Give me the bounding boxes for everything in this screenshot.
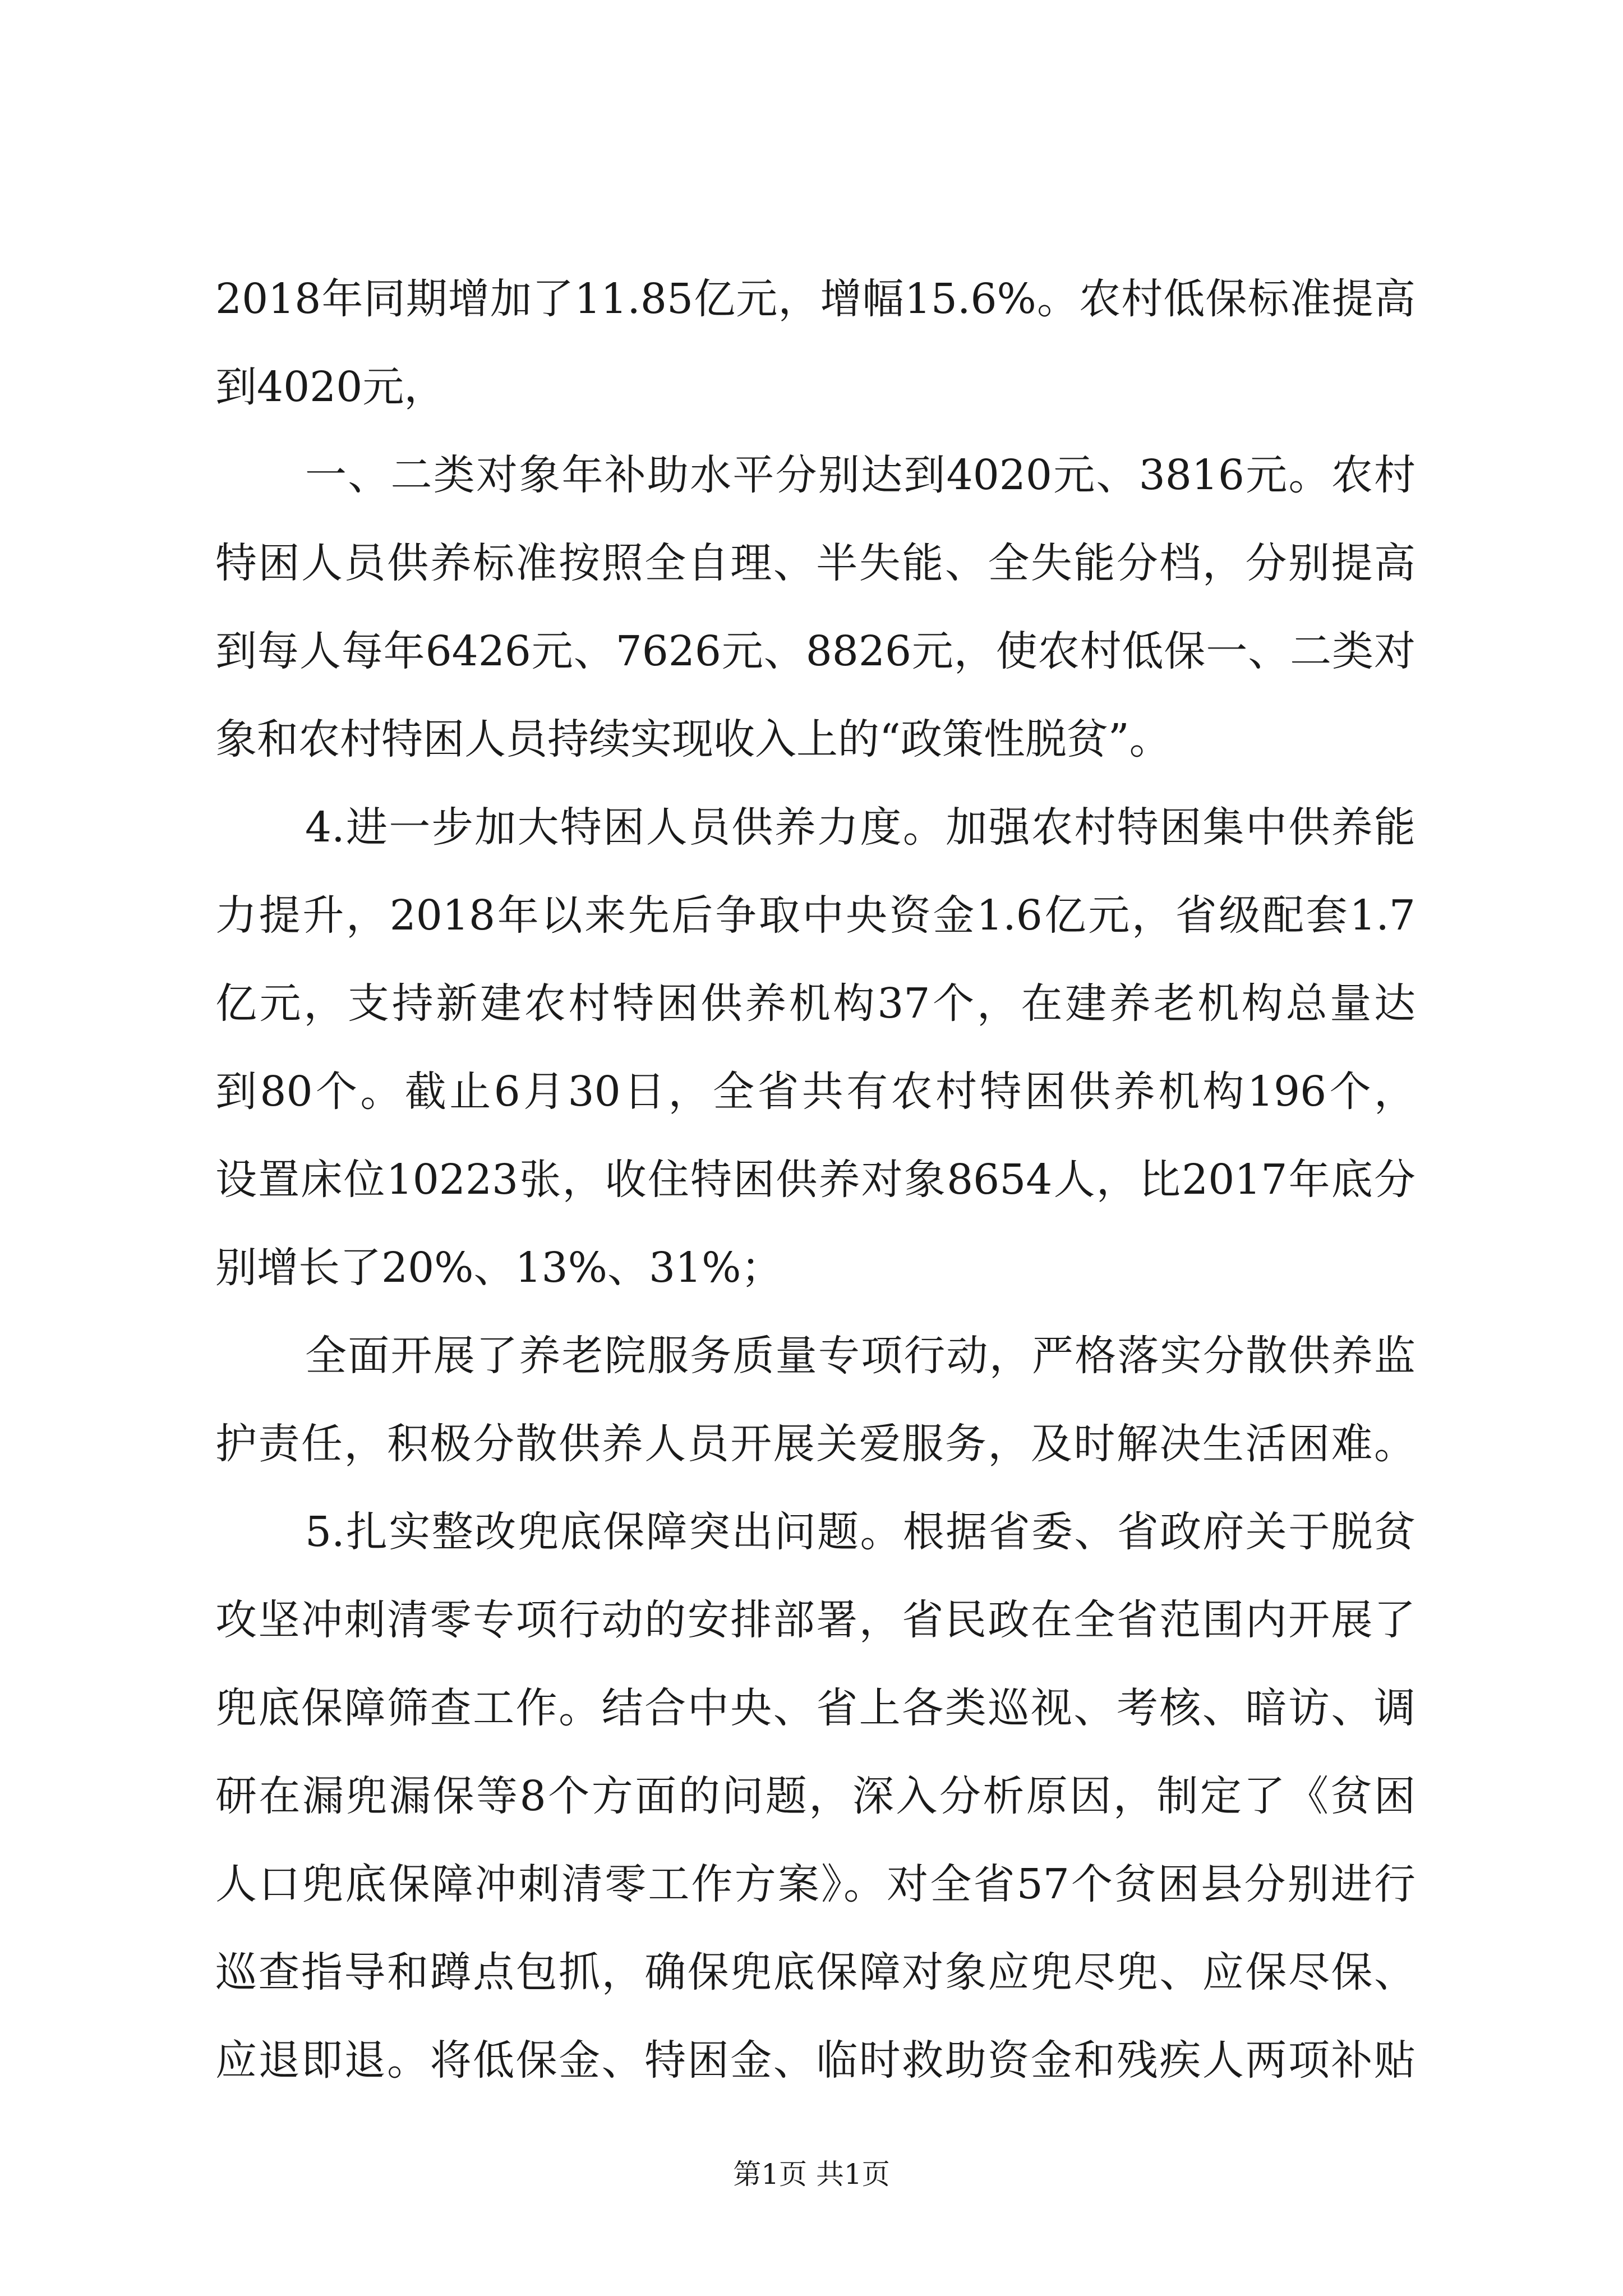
text-line: 2018年同期增加了11.85亿元，增幅15.6%。农村低保标准提高 bbox=[215, 275, 1415, 323]
text-line: 人口兜底保障冲刺清零工作方案》。对全省57个贫困县分别进行 bbox=[215, 1860, 1415, 1908]
document-body bbox=[215, 255, 1415, 2105]
page-number-footer: 第1页 共1页 bbox=[733, 2158, 890, 2191]
text-line: 特困人员供养标准按照全自理、半失能、全失能分档，分别提高 bbox=[215, 539, 1415, 587]
paragraph-start-line: 5.扎实整改兜底保障突出问题。根据省委、省政府关于脱贫 bbox=[305, 1508, 1415, 1556]
text-line: 兜底保障筛查工作。结合中央、省上各类巡视、考核、暗访、调 bbox=[215, 1684, 1415, 1732]
text-line: 象和农村特困人员持续实现收入上的“政策性脱贫”。 bbox=[215, 715, 1171, 763]
text-line: 研在漏兜漏保等8个方面的问题，深入分析原因，制定了《贫困 bbox=[215, 1772, 1415, 1820]
text-line: 巡查指导和蹲点包抓，确保兜底保障对象应兜尽兜、应保尽保、 bbox=[215, 1948, 1415, 1996]
text-line: 应退即退。将低保金、特困金、临时救助资金和残疾人两项补贴 bbox=[215, 2036, 1415, 2085]
paragraph-start-line: 4.进一步加大特困人员供养力度。加强农村特困集中供养能 bbox=[305, 803, 1415, 852]
paragraph-start-line: 一、二类对象年补助水平分别达到4020元、3816元。农村 bbox=[305, 451, 1415, 499]
text-line: 亿元，支持新建农村特困供养机构37个，在建养老机构总量达 bbox=[215, 979, 1415, 1028]
text-line: 到每人每年6426元、7626元、8826元，使农村低保一、二类对 bbox=[215, 627, 1415, 675]
paragraph-start-line: 全面开展了养老院服务质量专项行动，严格落实分散供养监 bbox=[305, 1332, 1415, 1380]
text-line: 到4020元， bbox=[215, 363, 446, 411]
text-line: 护责任，积极分散供养人员开展关爱服务，及时解决生活困难。 bbox=[215, 1420, 1415, 1468]
text-line: 到80个。截止6月30日，全省共有农村特困供养机构196个， bbox=[215, 1068, 1415, 1116]
text-line: 攻坚冲刺清零专项行动的安排部署，省民政在全省范围内开展了 bbox=[215, 1596, 1415, 1644]
text-line: 别增长了20%、13%、31%； bbox=[215, 1244, 783, 1292]
text-line: 设置床位10223张，收住特困供养对象8654人，比2017年底分 bbox=[215, 1156, 1415, 1204]
text-line: 力提升，2018年以来先后争取中央资金1.6亿元，省级配套1.7 bbox=[215, 891, 1415, 940]
